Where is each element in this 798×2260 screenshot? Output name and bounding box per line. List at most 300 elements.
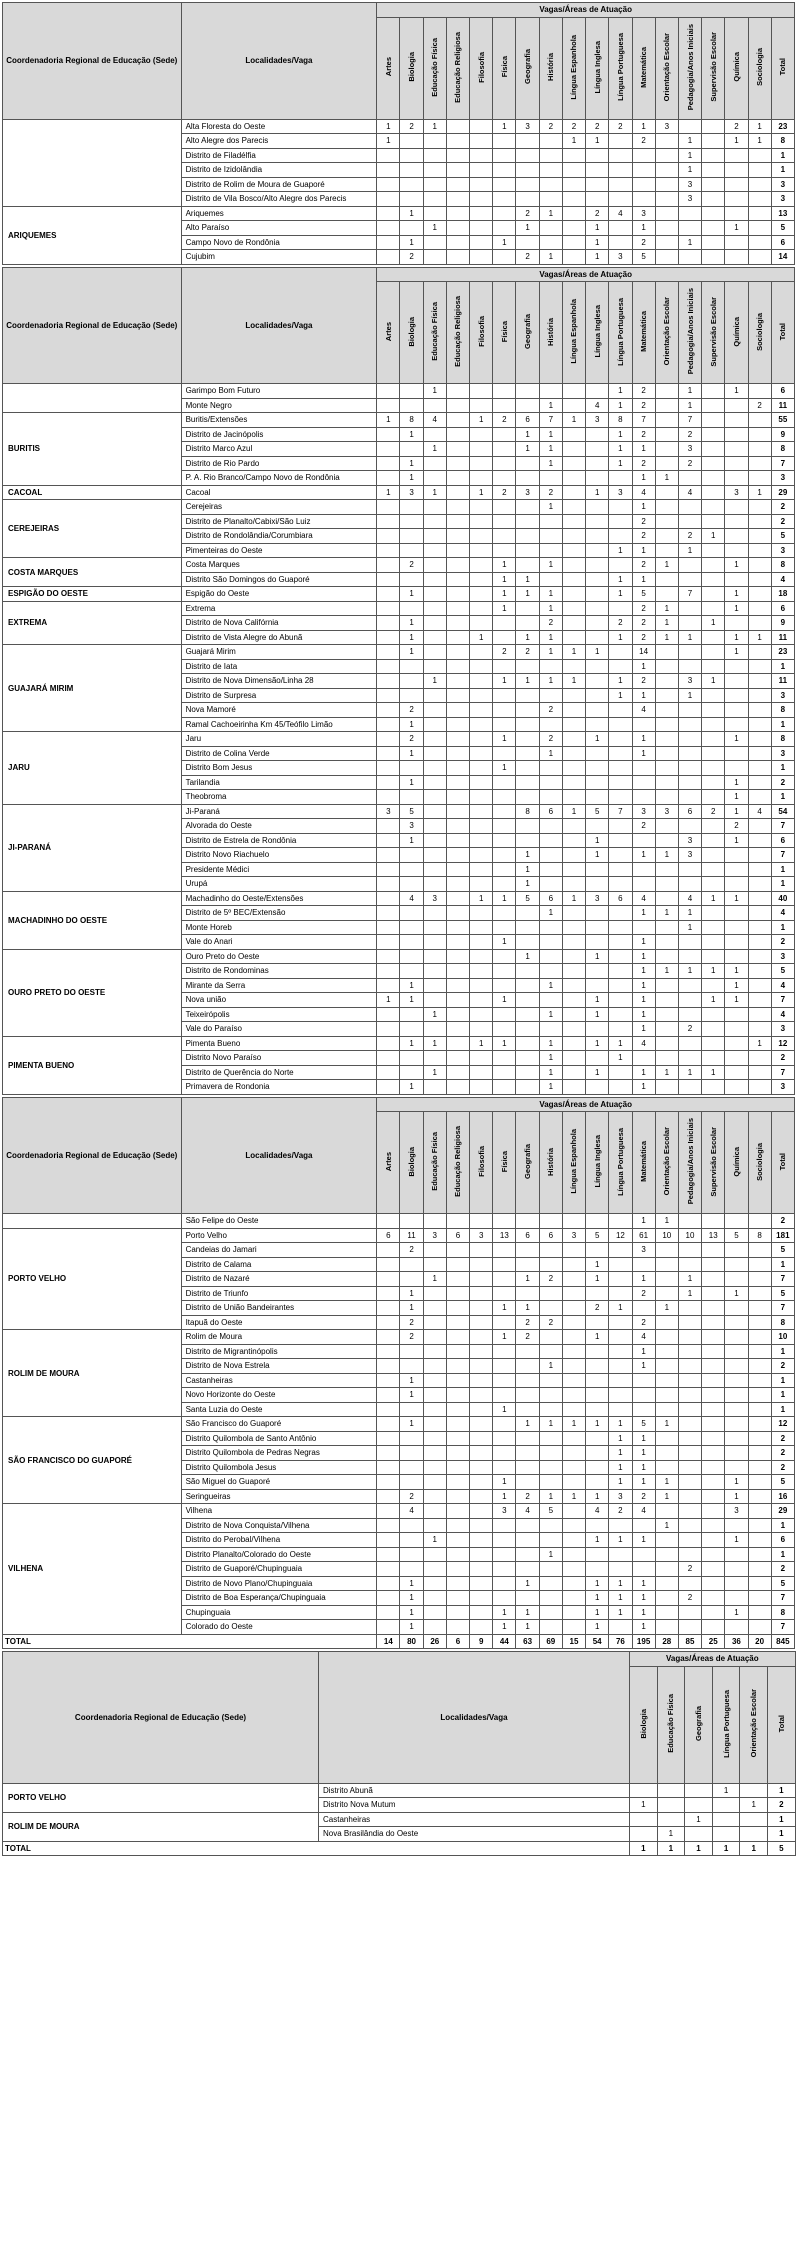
vacancy-cell xyxy=(685,1783,713,1798)
subject-header xyxy=(632,17,655,119)
vacancy-cell xyxy=(725,572,748,587)
vacancy-cell xyxy=(493,221,516,236)
vacancy-cell xyxy=(493,949,516,964)
vacancy-cell: 1 xyxy=(470,630,493,645)
localidade-cell: Castanheiras xyxy=(181,1373,377,1388)
vacancy-cell xyxy=(725,1007,748,1022)
vacancy-cell xyxy=(655,1286,678,1301)
vacancy-cell xyxy=(725,206,748,221)
vacancy-cell: 2 xyxy=(609,616,632,631)
vacancy-cell: 1 xyxy=(609,1301,632,1316)
vacancy-cell xyxy=(493,1214,516,1229)
cre-header: Coordenadoria Regional de Educação (Sede) xyxy=(3,1097,182,1214)
vacancy-cell: 1 xyxy=(632,1591,655,1606)
vacancy-cell xyxy=(516,543,539,558)
vacancy-cell xyxy=(400,1022,423,1037)
row-total-cell: 1 xyxy=(771,148,794,163)
vacancy-cell xyxy=(493,500,516,515)
vacancy-cell xyxy=(423,993,446,1008)
subject-header-label: Educação Física xyxy=(430,302,440,361)
vacancy-cell xyxy=(516,1359,539,1374)
vacancy-cell xyxy=(586,1022,609,1037)
vacancy-cell: 1 xyxy=(400,1301,423,1316)
subject-header xyxy=(678,17,701,119)
vacancy-cell xyxy=(562,1065,585,1080)
vacancy-cell xyxy=(470,819,493,834)
table-row xyxy=(3,384,795,399)
subject-header-label: Supervisão Escolar xyxy=(708,32,718,102)
vacancy-cell xyxy=(446,1460,469,1475)
vacancy-cell xyxy=(470,1475,493,1490)
vacancy-cell: 3 xyxy=(678,848,701,863)
vacancy-cell xyxy=(377,833,400,848)
row-total-cell: 11 xyxy=(771,630,794,645)
vacancy-cell xyxy=(609,471,632,486)
total-cell: 63 xyxy=(516,1634,539,1649)
localidade-cell: Itapuã do Oeste xyxy=(181,1315,377,1330)
vacancy-cell xyxy=(377,674,400,689)
vacancy-cell: 1 xyxy=(586,833,609,848)
vacancy-cell: 10 xyxy=(655,1228,678,1243)
vagas-header: Vagas/Áreas de Atuação xyxy=(377,267,795,282)
row-total-cell: 6 xyxy=(771,235,794,250)
vacancy-cell: 1 xyxy=(586,1272,609,1287)
vacancy-cell xyxy=(748,1605,771,1620)
vacancy-cell xyxy=(493,775,516,790)
row-total-cell: 2 xyxy=(771,1359,794,1374)
subject-header-label: Supervisão Escolar xyxy=(708,1126,718,1197)
vacancy-cell: 1 xyxy=(586,848,609,863)
vacancy-cell xyxy=(446,1402,469,1417)
localidade-cell: Machadinho do Oeste/Extensões xyxy=(181,891,377,906)
vacancy-cell xyxy=(516,1344,539,1359)
vacancy-cell: 6 xyxy=(539,1228,562,1243)
vacancy-cell xyxy=(446,384,469,399)
subject-header-label: Língua Espanhola xyxy=(569,34,579,100)
vacancy-cell xyxy=(539,1344,562,1359)
vacancy-cell xyxy=(423,862,446,877)
subject-header xyxy=(377,282,400,384)
vacancy-cell xyxy=(678,1460,701,1475)
vacancy-cell xyxy=(562,148,585,163)
vacancy-cell xyxy=(702,1007,725,1022)
vacancy-cell xyxy=(377,601,400,616)
vacancy-cell xyxy=(586,819,609,834)
localidade-cell: Distrito de Vista Alegre do Abunã xyxy=(181,630,377,645)
vacancy-cell xyxy=(400,384,423,399)
row-total-cell: 6 xyxy=(771,833,794,848)
vacancy-cell: 1 xyxy=(516,442,539,457)
row-total-cell: 3 xyxy=(771,177,794,192)
vacancy-cell xyxy=(678,119,701,134)
vacancy-cell xyxy=(377,529,400,544)
vacancy-cell xyxy=(748,1051,771,1066)
vacancy-cell xyxy=(470,1051,493,1066)
vacancy-cell xyxy=(493,148,516,163)
localidade-cell: Distrito de Rolim de Moura de Guaporé xyxy=(181,177,377,192)
subject-header xyxy=(748,1112,771,1214)
vacancy-cell xyxy=(493,877,516,892)
vacancy-cell xyxy=(516,1533,539,1548)
vacancy-cell: 1 xyxy=(562,1417,585,1432)
table-row xyxy=(3,1812,796,1827)
vagas-header: Vagas/Áreas de Atuação xyxy=(377,3,795,18)
vacancy-cell xyxy=(655,1620,678,1635)
vacancy-cell xyxy=(562,949,585,964)
vacancy-cell xyxy=(725,674,748,689)
vacancy-cell xyxy=(748,848,771,863)
vacancy-cell xyxy=(725,1301,748,1316)
subject-header-label: Orientação Escolar xyxy=(662,32,672,102)
vacancy-cell xyxy=(516,761,539,776)
subject-header xyxy=(562,1112,585,1214)
row-total-cell: 11 xyxy=(771,674,794,689)
subject-header-label: História xyxy=(546,1147,556,1176)
vacancy-cell xyxy=(562,790,585,805)
cre-name: CACOAL xyxy=(3,485,182,500)
subject-header-label: Educação Física xyxy=(430,37,440,97)
vacancy-cell xyxy=(678,1518,701,1533)
vacancy-cell: 1 xyxy=(400,471,423,486)
vacancy-cell xyxy=(725,761,748,776)
vacancy-cell: 1 xyxy=(632,471,655,486)
vacancy-cell xyxy=(655,1373,678,1388)
vacancy-cell xyxy=(539,935,562,950)
vacancy-cell xyxy=(539,993,562,1008)
vacancy-cell: 1 xyxy=(493,235,516,250)
vacancy-cell xyxy=(400,1065,423,1080)
localidade-cell: Mirante da Serra xyxy=(181,978,377,993)
total-cell: 76 xyxy=(609,1634,632,1649)
cre-name: GUAJARÁ MIRIM xyxy=(3,645,182,732)
vacancy-cell xyxy=(748,1431,771,1446)
vacancy-cell xyxy=(702,1051,725,1066)
vacancy-cell xyxy=(470,775,493,790)
vacancy-cell: 1 xyxy=(655,1518,678,1533)
vacancy-cell xyxy=(423,1489,446,1504)
total-cell: 36 xyxy=(725,1634,748,1649)
subject-header xyxy=(609,1112,632,1214)
vacancy-cell xyxy=(702,775,725,790)
vacancy-cell: 2 xyxy=(632,427,655,442)
vacancy-cell xyxy=(493,804,516,819)
vacancy-cell xyxy=(562,1591,585,1606)
vacancy-cell xyxy=(377,1489,400,1504)
vacancy-cell xyxy=(655,1591,678,1606)
subject-header-label: Orientação Escolar xyxy=(749,1689,759,1758)
table-row xyxy=(3,587,795,602)
vacancy-cell xyxy=(748,1562,771,1577)
vacancy-cell: 8 xyxy=(609,413,632,428)
vacancy-cell: 7 xyxy=(678,413,701,428)
vacancy-cell: 3 xyxy=(423,1228,446,1243)
vacancy-cell xyxy=(446,148,469,163)
vacancy-cell xyxy=(493,250,516,265)
localidade-cell: Distrito de Calama xyxy=(181,1257,377,1272)
vacancy-cell xyxy=(493,1547,516,1562)
vacancy-cell: 1 xyxy=(493,1605,516,1620)
row-total-cell: 1 xyxy=(771,1373,794,1388)
vacancy-cell xyxy=(377,1344,400,1359)
table-row xyxy=(3,485,795,500)
vacancy-cell xyxy=(702,1286,725,1301)
vacancy-cell xyxy=(725,427,748,442)
vacancy-cell xyxy=(678,1533,701,1548)
vacancy-cell xyxy=(748,1007,771,1022)
vacancy-cell xyxy=(702,1417,725,1432)
vacancy-cell xyxy=(470,1504,493,1519)
row-total-cell: 3 xyxy=(771,192,794,207)
row-total-cell: 10 xyxy=(771,1330,794,1345)
row-total-cell: 8 xyxy=(771,134,794,149)
vacancy-cell: 1 xyxy=(586,1065,609,1080)
vacancy-cell xyxy=(586,877,609,892)
vacancy-cell xyxy=(748,206,771,221)
vacancy-cell: 1 xyxy=(609,1475,632,1490)
vacancy-cell: 1 xyxy=(516,1576,539,1591)
subject-header xyxy=(586,1112,609,1214)
row-total-cell: 1 xyxy=(767,1827,795,1842)
vacancy-cell: 1 xyxy=(678,235,701,250)
vacancy-cell xyxy=(609,221,632,236)
vacancy-cell: 1 xyxy=(493,572,516,587)
vacancy-cell xyxy=(470,790,493,805)
vacancy-cell xyxy=(493,1460,516,1475)
vacancy-cell xyxy=(400,1359,423,1374)
vacancy-cell: 1 xyxy=(657,1827,685,1842)
vacancy-cell xyxy=(609,949,632,964)
vacancy-cell: 1 xyxy=(678,1065,701,1080)
vacancy-cell xyxy=(748,645,771,660)
vacancy-cell xyxy=(562,1373,585,1388)
subject-header-label: Sociologia xyxy=(755,48,765,86)
vacancy-cell xyxy=(446,1301,469,1316)
vacancy-cell: 1 xyxy=(400,717,423,732)
vacancy-cell xyxy=(586,1431,609,1446)
localidade-cell: Distrito de Migrantinópolis xyxy=(181,1344,377,1359)
vacancy-cell xyxy=(725,1257,748,1272)
vacancy-cell xyxy=(400,674,423,689)
vacancy-cell xyxy=(562,1562,585,1577)
vacancy-cell xyxy=(377,177,400,192)
table-row xyxy=(3,732,795,747)
vacancy-cell xyxy=(655,935,678,950)
table-row xyxy=(3,804,795,819)
vacancy-cell xyxy=(748,456,771,471)
total-cell: 1 xyxy=(657,1841,685,1856)
row-total-cell: 1 xyxy=(771,1402,794,1417)
vacancy-cell xyxy=(446,1257,469,1272)
vacancy-cell xyxy=(586,514,609,529)
vacancy-cell xyxy=(586,1388,609,1403)
vacancy-cell xyxy=(562,1022,585,1037)
subject-header xyxy=(748,17,771,119)
vacancy-cell xyxy=(702,935,725,950)
vacancy-cell xyxy=(446,775,469,790)
vacancy-cell xyxy=(586,790,609,805)
vacancy-cell: 1 xyxy=(539,645,562,660)
vacancy-cell xyxy=(678,1051,701,1066)
vacancy-cell xyxy=(446,1065,469,1080)
vacancy-cell xyxy=(423,877,446,892)
vacancy-cell: 2 xyxy=(400,1243,423,1258)
vacancy-cell: 1 xyxy=(655,1214,678,1229)
vacancy-cell xyxy=(586,703,609,718)
row-total-cell: 1 xyxy=(771,790,794,805)
vacancy-cell xyxy=(423,1022,446,1037)
vacancy-cell xyxy=(423,1576,446,1591)
vacancy-cell: 1 xyxy=(632,1475,655,1490)
vacancy-cell xyxy=(586,906,609,921)
vagas-header: Vagas/Áreas de Atuação xyxy=(377,1097,795,1112)
vacancy-cell: 1 xyxy=(562,134,585,149)
localidade-cell: Distrito de 5º BEC/Extensão xyxy=(181,906,377,921)
vacancy-cell xyxy=(748,148,771,163)
vacancy-cell xyxy=(702,1562,725,1577)
vacancy-cell: 1 xyxy=(400,1591,423,1606)
subject-header-label: História xyxy=(546,317,556,346)
vacancy-cell xyxy=(493,514,516,529)
vacancy-cell xyxy=(562,221,585,236)
vacancy-cell xyxy=(423,1431,446,1446)
vacancy-cell xyxy=(400,848,423,863)
vacancy-cell xyxy=(748,1402,771,1417)
vacancy-cell xyxy=(748,775,771,790)
vacancy-cell xyxy=(446,134,469,149)
vacancy-cell xyxy=(377,1301,400,1316)
vacancy-cell xyxy=(725,413,748,428)
vacancy-cell xyxy=(609,558,632,573)
vacancy-cell xyxy=(586,688,609,703)
vacancy-cell xyxy=(748,1065,771,1080)
vacancy-cell xyxy=(423,1359,446,1374)
vacancy-cell xyxy=(377,587,400,602)
vacancy-cell xyxy=(446,601,469,616)
vacancy-cell xyxy=(377,206,400,221)
vacancy-cell xyxy=(470,1417,493,1432)
localidade-cell: Buritis/Extensões xyxy=(181,413,377,428)
vacancy-cell xyxy=(493,630,516,645)
vacancy-cell xyxy=(470,688,493,703)
vacancy-cell xyxy=(609,601,632,616)
vacancy-cell: 1 xyxy=(586,485,609,500)
vacancy-cell xyxy=(678,1301,701,1316)
localidade-cell: Distrito Quilombola de Pedras Negras xyxy=(181,1446,377,1461)
vacancy-cell xyxy=(400,192,423,207)
vacancy-cell xyxy=(609,1373,632,1388)
vacancy-cell xyxy=(632,192,655,207)
vacancy-cell xyxy=(516,1051,539,1066)
vacancy-cell: 1 xyxy=(539,601,562,616)
vacancy-cell xyxy=(748,1446,771,1461)
vacancy-cell: 1 xyxy=(539,250,562,265)
vacancy-cell: 2 xyxy=(539,485,562,500)
vacancy-cell xyxy=(470,1243,493,1258)
row-total-cell: 1 xyxy=(771,920,794,935)
vacancy-cell xyxy=(516,398,539,413)
vacancy-cell: 2 xyxy=(678,1022,701,1037)
vacancy-cell xyxy=(562,427,585,442)
vacancy-cell xyxy=(655,993,678,1008)
subject-header-label: Geografia xyxy=(523,49,533,85)
vacancy-cell: 3 xyxy=(678,674,701,689)
localidade-header: Localidades/Vaga xyxy=(181,267,377,384)
vacancy-cell xyxy=(377,514,400,529)
vacancy-cell xyxy=(516,1591,539,1606)
vacancy-cell xyxy=(655,862,678,877)
vacancy-cell xyxy=(516,1373,539,1388)
row-total-cell: 5 xyxy=(771,529,794,544)
vacancy-cell xyxy=(470,529,493,544)
vacancy-cell xyxy=(423,471,446,486)
row-total-cell: 40 xyxy=(771,891,794,906)
vacancy-cell xyxy=(377,1446,400,1461)
subject-header xyxy=(400,1112,423,1214)
vacancy-cell: 1 xyxy=(586,235,609,250)
vacancy-cell xyxy=(586,920,609,935)
table-row xyxy=(3,1036,795,1051)
vacancy-cell: 1 xyxy=(632,659,655,674)
vacancy-cell xyxy=(678,862,701,877)
vacancy-cell: 2 xyxy=(539,703,562,718)
vacancy-cell: 1 xyxy=(748,485,771,500)
row-total-cell: 3 xyxy=(771,1080,794,1095)
vacancy-cell xyxy=(377,1576,400,1591)
vacancy-cell xyxy=(562,906,585,921)
vacancy-cell xyxy=(748,790,771,805)
vacancy-cell xyxy=(446,514,469,529)
vacancy-cell xyxy=(702,1388,725,1403)
vacancy-cell: 4 xyxy=(678,891,701,906)
vacancy-cell xyxy=(702,384,725,399)
vacancy-cell: 1 xyxy=(516,949,539,964)
vacancy-cell xyxy=(586,1243,609,1258)
cre-name: ROLIM DE MOURA xyxy=(3,1330,182,1417)
row-total-cell: 2 xyxy=(771,775,794,790)
subject-header-label: Matemática xyxy=(639,311,649,352)
vacancy-cell xyxy=(725,1080,748,1095)
vacancy-cell: 1 xyxy=(400,206,423,221)
vacancy-cell: 1 xyxy=(586,1576,609,1591)
vacancy-cell: 1 xyxy=(423,442,446,457)
vacancy-cell xyxy=(562,572,585,587)
vacancy-cell: 1 xyxy=(678,398,701,413)
vacancy-cell xyxy=(725,192,748,207)
vacancy-cell xyxy=(470,949,493,964)
vacancy-cell xyxy=(516,1065,539,1080)
vacancy-cell: 1 xyxy=(586,1489,609,1504)
row-total-cell: 3 xyxy=(771,543,794,558)
vacancy-cell xyxy=(516,1431,539,1446)
vacancy-cell xyxy=(740,1827,768,1842)
vacancy-cell xyxy=(493,1007,516,1022)
vacancy-cell xyxy=(748,1022,771,1037)
subject-header xyxy=(493,1112,516,1214)
vacancy-cell xyxy=(702,1460,725,1475)
vacancy-cell xyxy=(400,1007,423,1022)
vacancy-cell xyxy=(632,148,655,163)
vacancy-cell: 3 xyxy=(632,1243,655,1258)
vacancy-cell xyxy=(377,163,400,178)
row-total-cell: 1 xyxy=(771,659,794,674)
vacancy-cell xyxy=(609,148,632,163)
row-total-cell: 6 xyxy=(771,1533,794,1548)
vacancy-cell xyxy=(377,1518,400,1533)
vacancy-cell xyxy=(632,1257,655,1272)
vacancy-cell xyxy=(423,645,446,660)
localidade-header: Localidades/Vaga xyxy=(181,1097,377,1214)
vacancy-cell xyxy=(562,398,585,413)
